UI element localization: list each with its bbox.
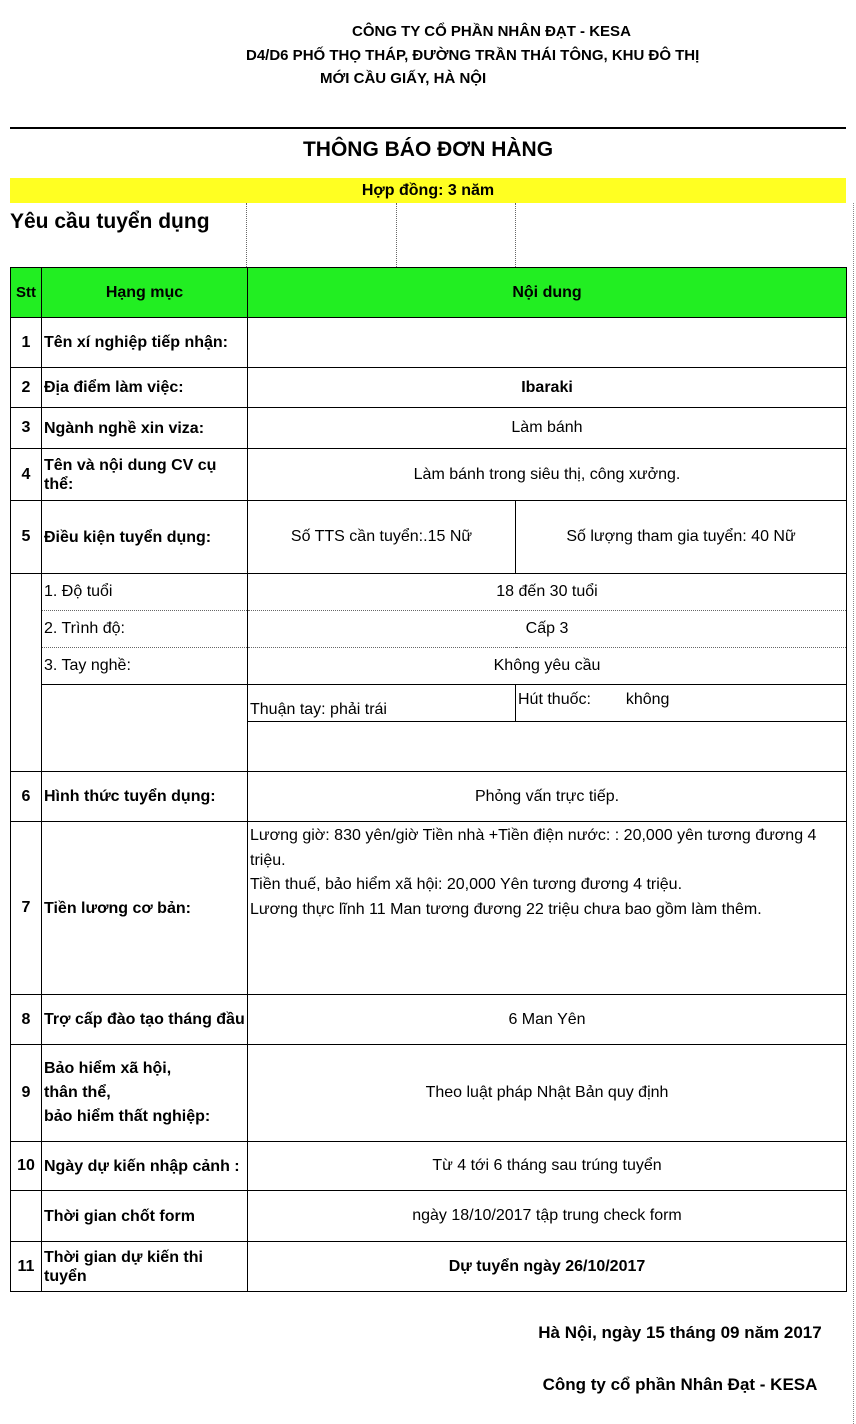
row-content: Theo luật pháp Nhật Bản quy định [248, 1045, 847, 1142]
condition-row [11, 574, 847, 611]
table-row [11, 449, 847, 501]
row-category: Tên xí nghiệp tiếp nhận: [42, 318, 248, 368]
smoking-value: không [625, 691, 670, 708]
table-row [11, 1191, 847, 1242]
page-title: THÔNG BÁO ĐƠN HÀNG [302, 138, 554, 161]
row-category: Tên và nội dung CV cụ thể: [42, 449, 248, 501]
handedness: Thuận tay: phải trái [248, 685, 516, 722]
row-category: Hình thức tuyển dụng: [42, 772, 248, 822]
footer-signature: Công ty cổ phần Nhân Đạt - KESA [542, 1375, 818, 1394]
category-line: bảo hiểm thất nghiệp: [44, 1108, 211, 1125]
category-line: Bảo hiểm xã hội, [44, 1060, 172, 1077]
condition-label: 3. Tay nghề: [42, 648, 248, 685]
row-content: Làm bánh trong siêu thị, công xưởng. [248, 449, 847, 501]
requirement-label: Yêu cầu tuyển dụng [10, 210, 210, 233]
header-category: Hạng mục [42, 268, 248, 318]
row-category [42, 1045, 248, 1142]
condition-blank [248, 722, 847, 772]
row-category: Trợ cấp đào tạo tháng đầu [42, 995, 248, 1045]
row-category: Thời gian chốt form [42, 1191, 248, 1242]
row-stt [11, 574, 42, 772]
row-stt: 11 [11, 1242, 42, 1292]
condition-value: Cấp 3 [248, 611, 847, 648]
salary-line: Lương thực lĩnh 11 Man tương đương 22 triệu chưa bao gồm làm thêm. [250, 900, 762, 918]
table-row [11, 1045, 847, 1142]
row-content [248, 318, 847, 368]
row-stt: 9 [11, 1045, 42, 1142]
row-category: Ngành nghề xin viza: [42, 408, 248, 449]
grid-line [246, 203, 247, 267]
row-content-right: Số lượng tham gia tuyển: 40 Nữ [516, 501, 847, 574]
footer-date: Hà Nội, ngày 15 tháng 09 năm 2017 [538, 1323, 822, 1342]
row-stt: 2 [11, 368, 42, 408]
salary-details [248, 822, 847, 995]
row-stt: 4 [11, 449, 42, 501]
row-content: Dự tuyển ngày 26/10/2017 [248, 1242, 847, 1292]
row-stt [11, 1191, 42, 1242]
row-content: Từ 4 tới 6 tháng sau trúng tuyển [248, 1142, 847, 1191]
row-stt: 10 [11, 1142, 42, 1191]
table-row [11, 501, 847, 574]
header-divider [10, 127, 846, 129]
contract-banner: Hợp đồng: 3 năm [10, 178, 846, 203]
row-content: Ibaraki [248, 368, 847, 408]
salary-line: Tiền thuế, bảo hiểm xã hội: 20,000 Yên tương đương 4 triệu. [250, 876, 683, 893]
row-stt: 1 [11, 318, 42, 368]
header-stt: Stt [11, 268, 42, 318]
row-category: Tiền lương cơ bản: [42, 822, 248, 995]
table-row [11, 822, 847, 995]
table-row [11, 995, 847, 1045]
condition-label: 2. Trình độ: [42, 611, 248, 648]
row-stt: 6 [11, 772, 42, 822]
row-content-left: Số TTS cần tuyển:.15 Nữ [248, 501, 516, 574]
row-stt: 7 [11, 822, 42, 995]
table-row [11, 772, 847, 822]
row-stt: 8 [11, 995, 42, 1045]
smoking [516, 685, 847, 722]
row-content: Phỏng vấn trực tiếp. [248, 772, 847, 822]
salary-line: Lương giờ: 830 yên/giờ Tiền nhà +Tiền điện nước: : 20,000 yên tương đương 4 triệu. [250, 827, 817, 869]
row-category: Điều kiện tuyển dụng: [42, 501, 248, 574]
table-row [11, 1142, 847, 1191]
row-category: Ngày dự kiến nhập cảnh : [42, 1142, 248, 1191]
margin-line [853, 203, 854, 1424]
table-row [11, 408, 847, 449]
row-stt: 5 [11, 501, 42, 574]
condition-row [11, 611, 847, 648]
company-address-line1: D4/D6 PHỐ THỌ THÁP, ĐƯỜNG TRẦN THÁI TÔNG, KHU ĐÔ THỊ [246, 47, 700, 64]
table-header [11, 268, 847, 318]
category-line: thân thể, [44, 1084, 111, 1101]
table-row [11, 1242, 847, 1292]
company-address-line2: MỚI CẦU GIẤY, HÀ NỘI [320, 70, 487, 87]
table-row [11, 368, 847, 408]
condition-label: 1. Độ tuổi [42, 574, 248, 611]
row-content: Làm bánh [248, 408, 847, 449]
order-table [10, 267, 847, 1292]
condition-value: Không yêu cầu [248, 648, 847, 685]
condition-row [11, 648, 847, 685]
smoking-label: Hút thuốc: [518, 691, 591, 708]
header-content: Nội dung [248, 268, 847, 318]
row-category: Thời gian dự kiến thi tuyển [42, 1242, 248, 1292]
row-category: Địa điểm làm việc: [42, 368, 248, 408]
grid-line [396, 203, 397, 267]
table-row [11, 318, 847, 368]
row-content: ngày 18/10/2017 tập trung check form [248, 1191, 847, 1242]
company-name: CÔNG TY CỔ PHẦN NHÂN ĐẠT - KESA [352, 23, 631, 40]
grid-line [515, 203, 516, 267]
condition-value: 18 đến 30 tuổi [248, 574, 847, 611]
condition-row [11, 685, 847, 722]
row-stt: 3 [11, 408, 42, 449]
row-content: 6 Man Yên [248, 995, 847, 1045]
condition-label [42, 685, 248, 772]
